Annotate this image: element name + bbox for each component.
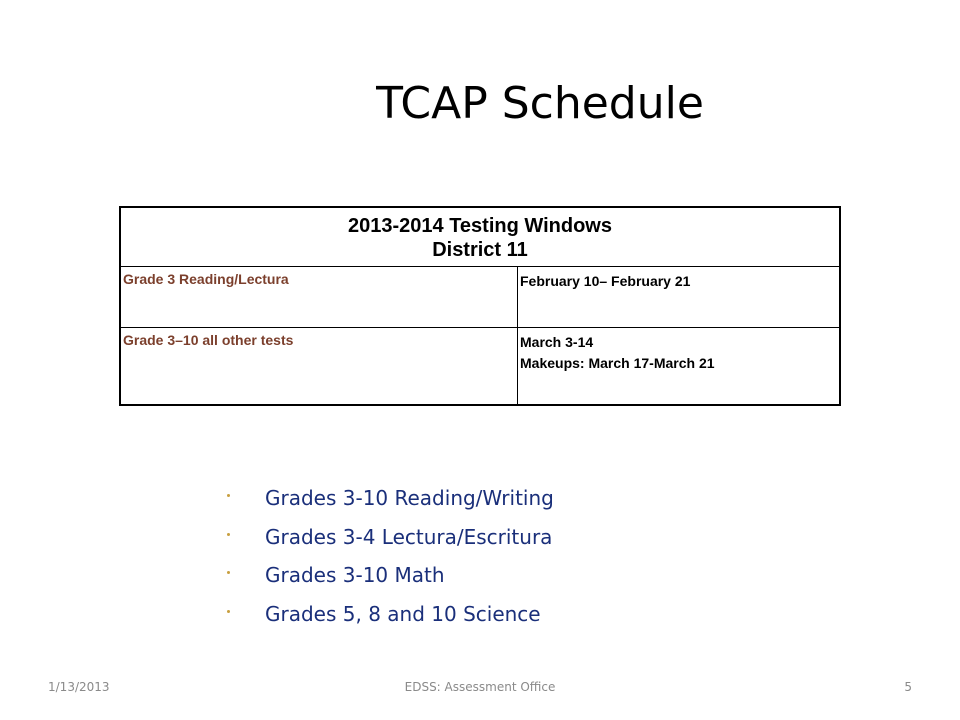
test-name-cell: Grade 3–10 all other tests bbox=[120, 328, 518, 406]
dates-cell bbox=[518, 328, 841, 406]
dates-cell bbox=[518, 267, 841, 328]
bullet-text: Grades 3-4 Lectura/Escritura bbox=[265, 524, 553, 549]
date-line: February 10– February 21 bbox=[520, 273, 691, 289]
bullet-item bbox=[225, 600, 554, 639]
bullet-item bbox=[225, 561, 554, 600]
table-row bbox=[120, 267, 840, 328]
table-header-district: District 11 bbox=[432, 239, 528, 261]
table-row bbox=[120, 328, 840, 406]
date-line: March 3-14 bbox=[520, 334, 594, 350]
makeup-date-line: Makeups: March 17-March 21 bbox=[520, 355, 715, 371]
bullet-text: Grades 3-10 Reading/Writing bbox=[265, 486, 554, 510]
bullet-list bbox=[225, 484, 554, 638]
bullet-dot-icon bbox=[227, 610, 230, 613]
footer-center-text: EDSS: Assessment Office bbox=[404, 680, 556, 694]
table-header bbox=[120, 207, 840, 267]
bullet-text: Grades 3-10 Math bbox=[265, 563, 445, 587]
bullet-dot-icon bbox=[227, 571, 230, 574]
bullet-dot-icon bbox=[227, 494, 230, 497]
footer-page-number: 5 bbox=[904, 680, 912, 694]
bullet-dot-icon bbox=[227, 533, 230, 536]
bullet-item bbox=[225, 484, 554, 523]
bullet-item bbox=[225, 523, 554, 562]
footer-date: 1/13/2013 bbox=[48, 680, 110, 694]
slide-title: TCAP Schedule bbox=[376, 78, 704, 129]
bullet-text: Grades 5, 8 and 10 Science bbox=[265, 601, 541, 626]
testing-windows-table bbox=[119, 206, 841, 406]
test-name-cell: Grade 3 Reading/Lectura bbox=[120, 267, 518, 328]
table-header-title: 2013-2014 Testing Windows bbox=[348, 215, 612, 237]
